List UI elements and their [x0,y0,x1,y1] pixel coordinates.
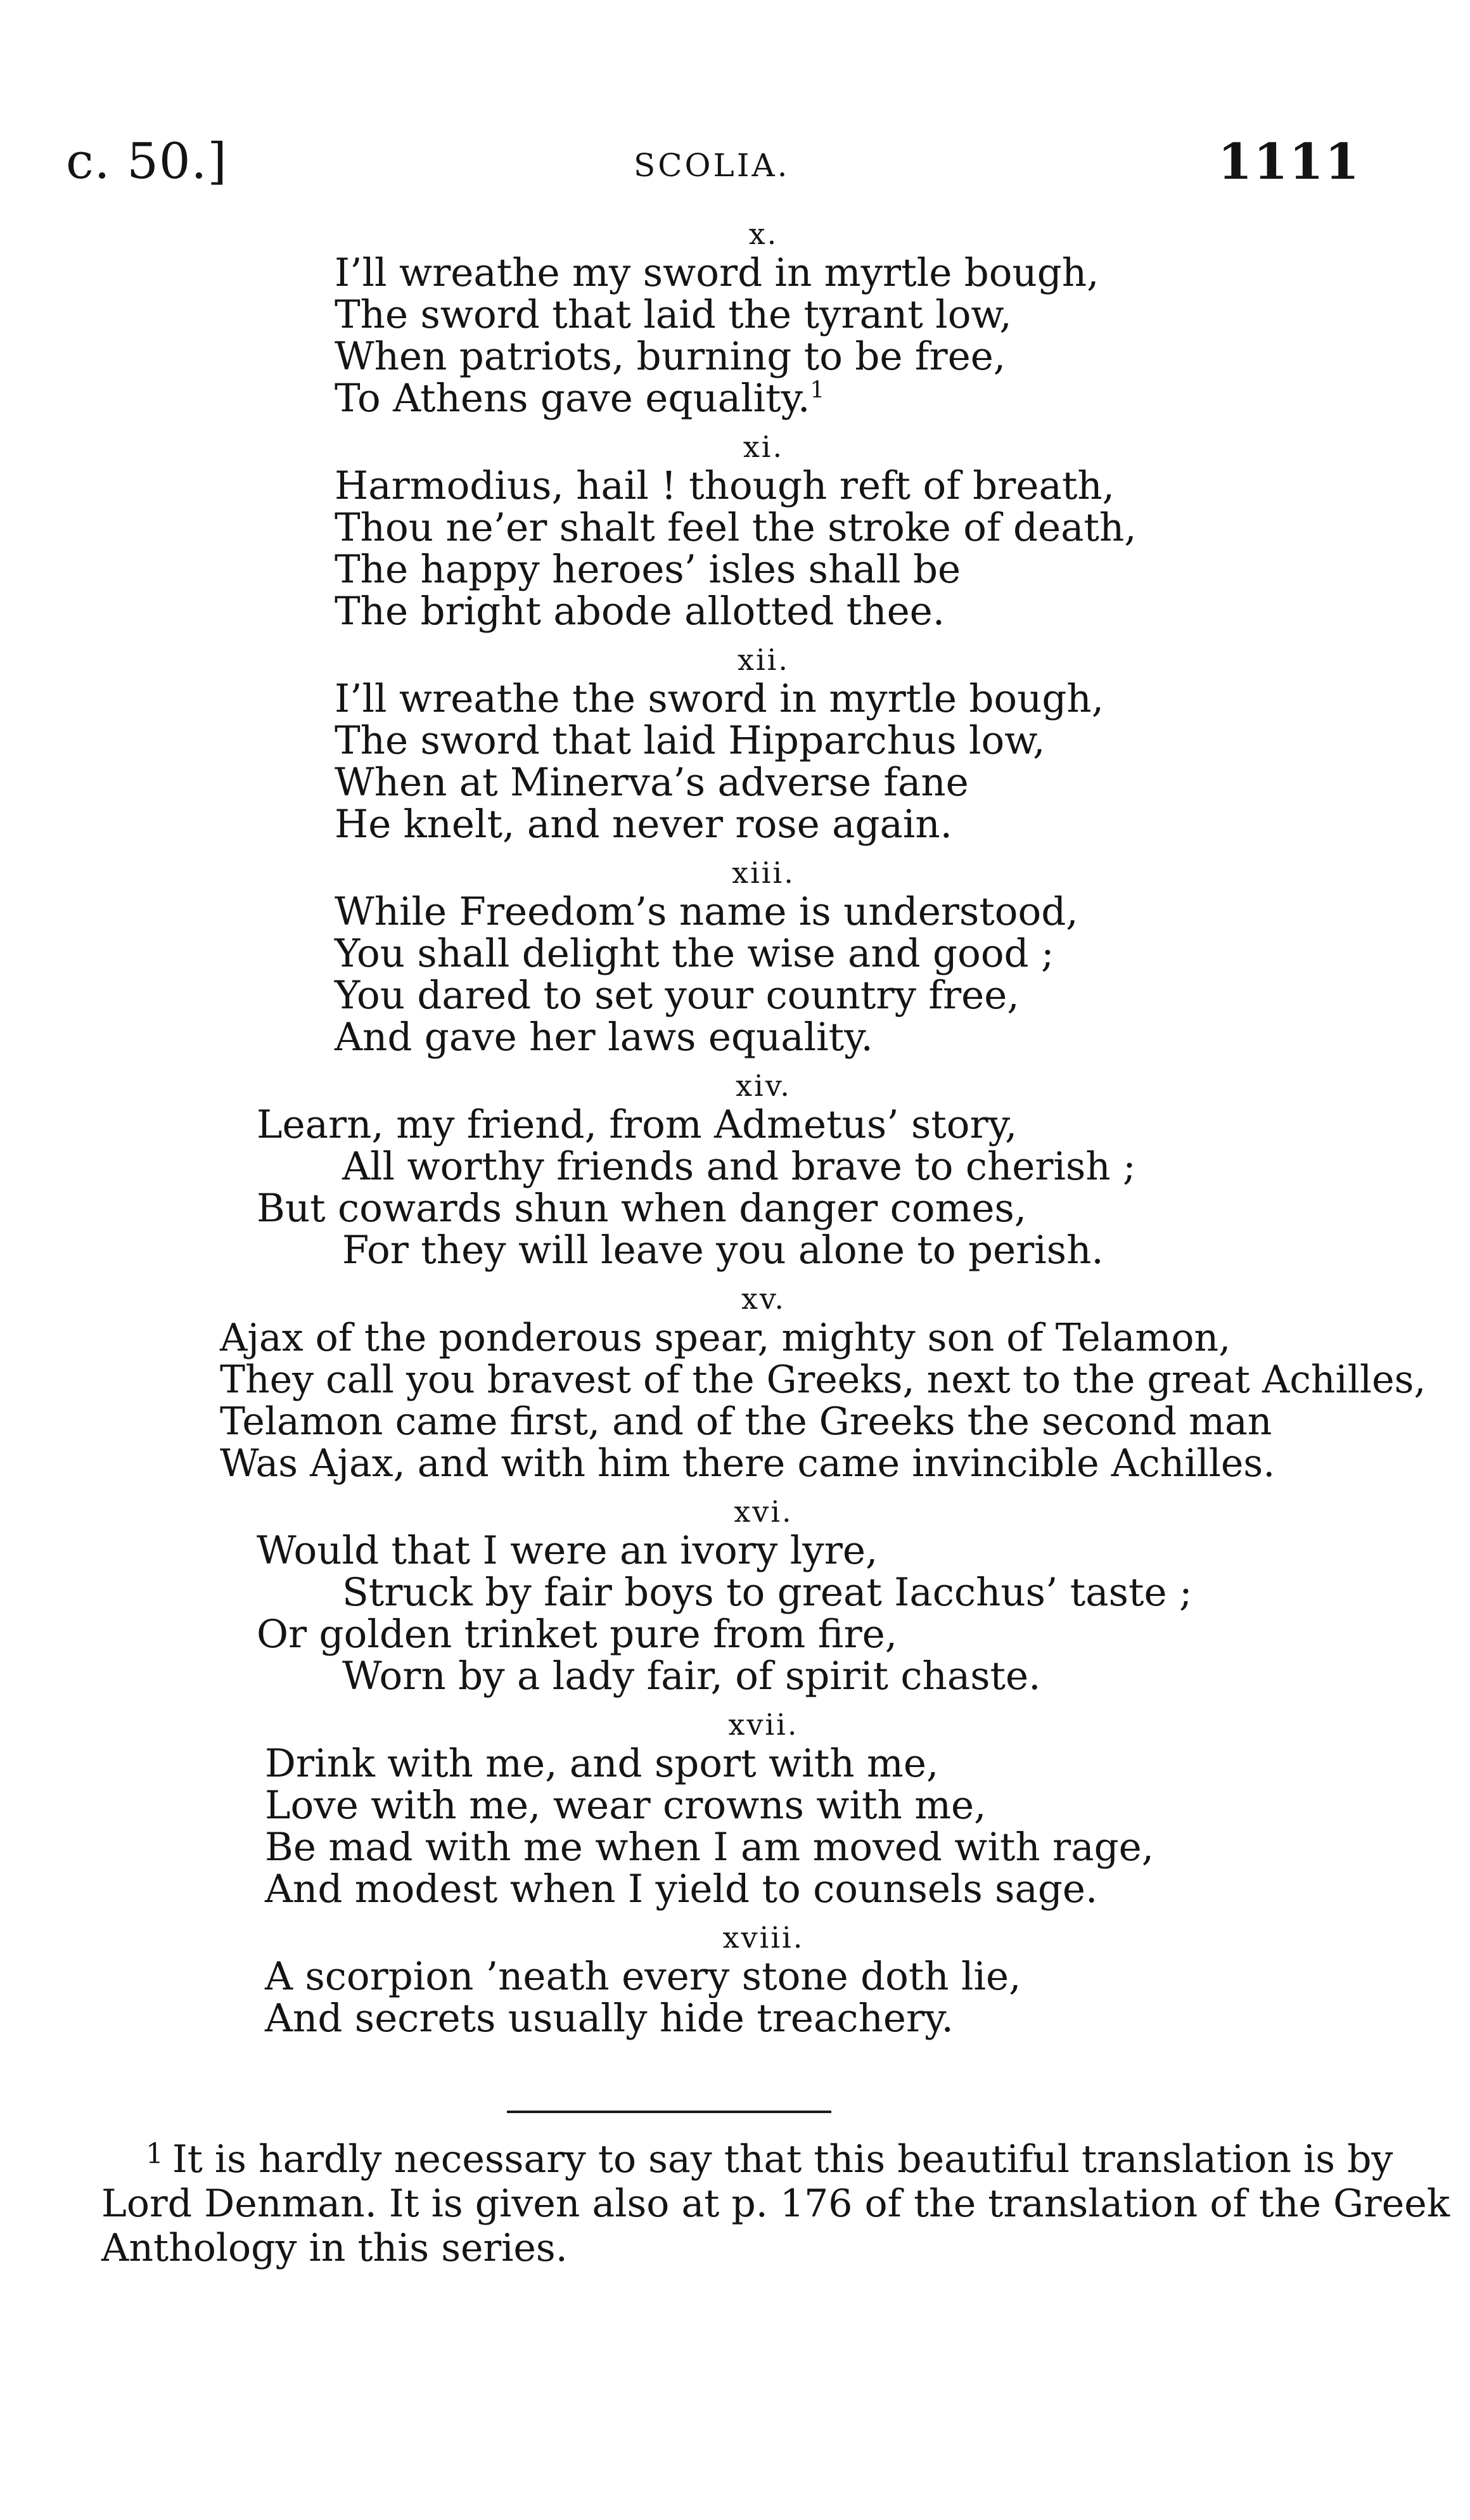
poem-body [0,215,1470,2048]
verse-line: And gave her laws equality. [335,1015,873,1060]
verse-line: When patriots, burning to be free, [335,334,1006,379]
stanza-numeral: xii. [738,643,789,677]
stanza [0,1493,1470,1697]
verse-line: When at Minerva’s adverse fane [335,760,969,805]
footnote-line: Anthology in this series. [101,2226,568,2270]
verse-line: Be mad with me when I am moved with rage, [265,1825,1154,1870]
footnote-marker: 1 [146,2138,163,2170]
stanza [0,215,1470,420]
verse-line: He knelt, and never rose again. [335,802,953,847]
verse-line: But cowards shun when danger comes, [257,1186,1027,1231]
stanza-numeral: xvii. [728,1707,799,1742]
verse-line: Telamon came first, and of the Greeks the second man [220,1399,1272,1444]
verse-line: The bright abode allotted thee. [335,589,945,634]
chapter-reference: c. 50.] [66,133,227,190]
verse-line: A scorpion ’neath every stone doth lie, [265,1954,1021,1999]
verse-line: While Freedom’s name is understood, [335,889,1078,934]
verse-line: And modest when I yield to counsels sage. [265,1867,1098,1912]
verse-line: You shall delight the wise and good ; [335,931,1054,976]
verse-line: The happy heroes’ isles shall be [335,547,961,592]
verse-line: Or golden trinket pure from fire, [257,1612,898,1657]
verse-line: I’ll wreathe the sword in myrtle bough, [335,676,1104,721]
stanza [0,1067,1470,1271]
stanza-numeral: xviii. [722,1920,805,1955]
verse-line: Drink with me, and sport with me, [265,1741,939,1786]
stanza-numeral: x. [748,217,779,251]
stanza-numeral: xiii. [732,856,795,890]
stanza-numeral: xvi. [734,1495,793,1529]
verse-line: Worn by a lady fair, of spirit chaste. [342,1654,1041,1699]
footnote [101,2132,1450,2270]
stanza-numeral: xi. [743,430,784,464]
footnote-text: It is hardly necessary to say that this beautiful translation is by [172,2137,1393,2182]
running-title: SCOLIA. [634,147,790,184]
stanza [0,428,1470,633]
verse-line: Struck by fair boys to great Iacchus’ taste ; [342,1570,1192,1615]
stanza [0,641,1470,845]
verse-line: I’ll wreathe my sword in myrtle bough, [335,250,1099,295]
verse-line: Ajax of the ponderous spear, mighty son of Telamon, [220,1316,1231,1360]
verse-line-text: To Athens gave equality. [335,376,810,421]
verse-line [0,378,1470,420]
verse-line: The sword that laid the tyrant low, [335,292,1012,337]
stanza [0,1280,1470,1484]
stanza [0,1919,1470,2040]
verse-line: They call you bravest of the Greeks, next to the great Achilles, [220,1358,1426,1402]
verse-line: Would that I were an ivory lyre, [257,1528,878,1573]
running-header [0,133,1470,203]
page-number: 1111 [1218,133,1361,191]
footnote-reference: 1 [810,377,825,404]
verse-line: Love with me, wear crowns with me, [265,1783,987,1828]
verse-line: Was Ajax, and with him there came invincible Achilles. [220,1441,1275,1486]
verse-line: Harmodius, hail ! though reft of breath, [335,463,1115,508]
verse-line: Learn, my friend, from Admetus’ story, [257,1102,1018,1147]
verse-line: Thou ne’er shalt feel the stroke of death, [335,505,1137,550]
verse-line: All worthy friends and brave to cherish ; [342,1144,1136,1189]
stanza-numeral: xv. [741,1282,786,1316]
verse-line: For they will leave you alone to perish. [342,1228,1104,1273]
footnote-divider [507,2111,831,2113]
footnote-line [101,2132,1393,2182]
stanza-numeral: xiv. [736,1069,791,1103]
footnote-line: Lord Denman. It is given also at p. 176 of the translation of the Greek [101,2182,1450,2226]
stanza [0,1706,1470,1910]
verse-line: You dared to set your country free, [335,973,1019,1018]
stanza [0,854,1470,1058]
verse-line: And secrets usually hide treachery. [265,1996,954,2041]
verse-line: The sword that laid Hipparchus low, [335,718,1045,763]
